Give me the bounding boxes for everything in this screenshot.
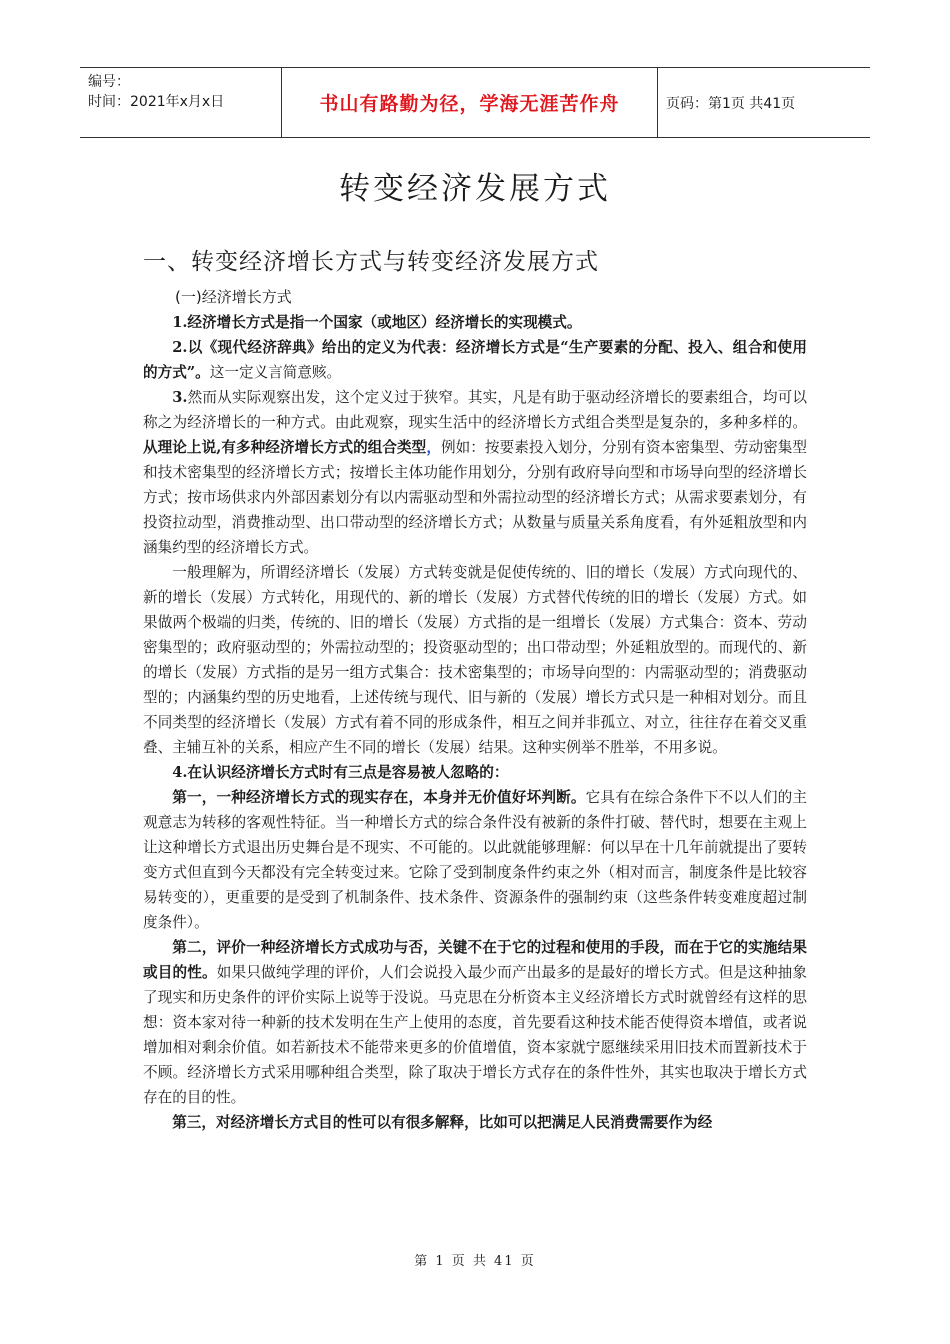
paragraph-8	[143, 1110, 807, 1135]
paragraph-7-bold: 第二，评价一种经济增长方式成功与否，关键不在于它的过程和使用的手段，而在于它的实施结果或目的性。	[143, 939, 807, 981]
header-table	[80, 67, 870, 138]
paragraph-5-text: 4.在认识经济增长方式时有三点是容易被人忽略的：	[172, 764, 509, 781]
header-time-label: 时间：2021年x月x日	[88, 94, 225, 110]
header-meta-cell	[80, 68, 282, 137]
paragraph-4: 一般理解为，所谓经济增长（发展）方式转变就是促使传统的、旧的增长（发展）方式向现代的、新的增长（发展）方式转化，用现代的、新的增长（发展）方式替代传统的旧的增长（发展）方式。如果做两个极端的归类，传统的、旧的增长（发展）方式指的是一组增长（发展）方式集合：资本、劳动密集型的；政府驱动型的；外需拉动型的；投资驱动型的；出口带动型；外延粗放型的。而现代的、新的增长（发展）方式指的是另一组方式集合：技术密集型的；市场导向型的：内需驱动型的；消费驱动型的；内涵集约型的历史地看，上述传统与现代、旧与新的（发展）增长方式只是一种相对划分。而且不同类型的经济增长（发展）方式有着不同的形成条件，相互之间并非孤立、对立，往往存在着交叉重叠、主辅互补的关系，相应产生不同的增长（发展）结果。这种实例举不胜举，不用多说。	[143, 564, 807, 756]
paragraph-5	[143, 760, 807, 785]
document-title: 转变经济发展方式	[339, 171, 611, 207]
section-heading: 一、转变经济增长方式与转变经济发展方式	[143, 249, 599, 275]
header-number-label: 编号：	[88, 74, 130, 90]
header-motto-cell	[282, 68, 658, 137]
paragraph-3	[143, 385, 807, 560]
paragraph-6	[143, 785, 807, 935]
paragraph-6-bold: 第一，一种经济增长方式的现实存在，本身并无价值好坏判断。	[172, 789, 586, 806]
paragraph-3-accent-comma: ，	[426, 439, 441, 456]
paragraph-3-text-a: 然而从实际观察出发，这个定义过于狭窄。其实，凡是有助于驱动经济增长的要素组合，均可以称之为经济增长的一种方式。由此观察，现实生活中的经济增长方式组合类型是复杂的，多种多样的。	[143, 389, 807, 431]
paragraph-2-bold: 2.以《现代经济辞典》给出的定义为代表：经济增长方式是“生产要素的分配、投入、组合和使用的方式”。	[143, 339, 807, 381]
document-body	[143, 310, 807, 1135]
paragraph-3-bold: 从理论上说,有多种经济增长方式的组合类型	[143, 439, 427, 456]
header-page-info: 页码：第1页 共41页	[666, 95, 796, 112]
paragraph-2-tail: 这一定义言简意赅。	[209, 364, 342, 381]
paragraph-3-number: 3.	[172, 389, 188, 406]
paragraph-7	[143, 935, 807, 1110]
paragraph-2	[143, 335, 807, 385]
paragraph-7-text: 如果只做纯学理的评价，人们会说投入最少而产出最多的是最好的增长方式。但是这种抽象了现实和历史条件的评价实际上说等于没说。马克思在分析资本主义经济增长方式时就曾经有这样的思想：资本家对待一种新的技术发明在生产上使用的态度，首先要看这种技术能否使得资本增值，或者说增加相对剩余价值。如若新技术不能带来更多的价值增值，资本家就宁愿继续采用旧技术而置新技术于不顾。经济增长方式采用哪种组合类型，除了取决于增长方式存在的条件性外，其实也取决于增长方式存在的目的性。	[143, 964, 807, 1106]
page-footer: 第 1 页 共 41 页	[414, 1254, 536, 1269]
header-page-cell	[658, 68, 870, 137]
paragraph-1-text: 1.经济增长方式是指一个国家（或地区）经济增长的实现模式。	[172, 314, 582, 331]
paragraph-8-bold: 第三，对经济增长方式目的性可以有很多解释，比如可以把满足人民消费需要作为经	[172, 1114, 713, 1131]
paragraph-1	[143, 310, 807, 335]
header-motto: 书山有路勤为径，学海无涯苦作舟	[319, 93, 620, 115]
subsection-heading: (一)经济增长方式	[175, 288, 292, 306]
paragraph-3-text-b: 例如：按要素投入划分，分别有资本密集型、劳动密集型和技术密集型的经济增长方式；按增长主体功能作用划分，分别有政府导向型和市场导向型的经济增长方式；按市场供求内外部因素划分有以内需驱动型和外需拉动型的经济增长方式；从需求要素划分，有投资拉动型，消费推动型、出口带动型的经济增长方式；从数量与质量关系角度看，有外延粗放型和内涵集约型的经济增长方式。	[143, 439, 807, 556]
paragraph-6-text: 它具有在综合条件下不以人们的主观意志为转移的客观性特征。当一种增长方式的综合条件没有被新的条件打破、替代时，想要在主观上让这种增长方式退出历史舞台是不现实、不可能的。以此就能够理解：何以早在十几年前就提出了要转变方式但直到今天都没有完全转变过来。它除了受到制度条件约束之外（相对而言，制度条件是比较容易转变的），更重要的是受到了机制条件、技术条件、资源条件的强制约束（这些条件转变难度超过制度条件）。	[143, 789, 807, 931]
